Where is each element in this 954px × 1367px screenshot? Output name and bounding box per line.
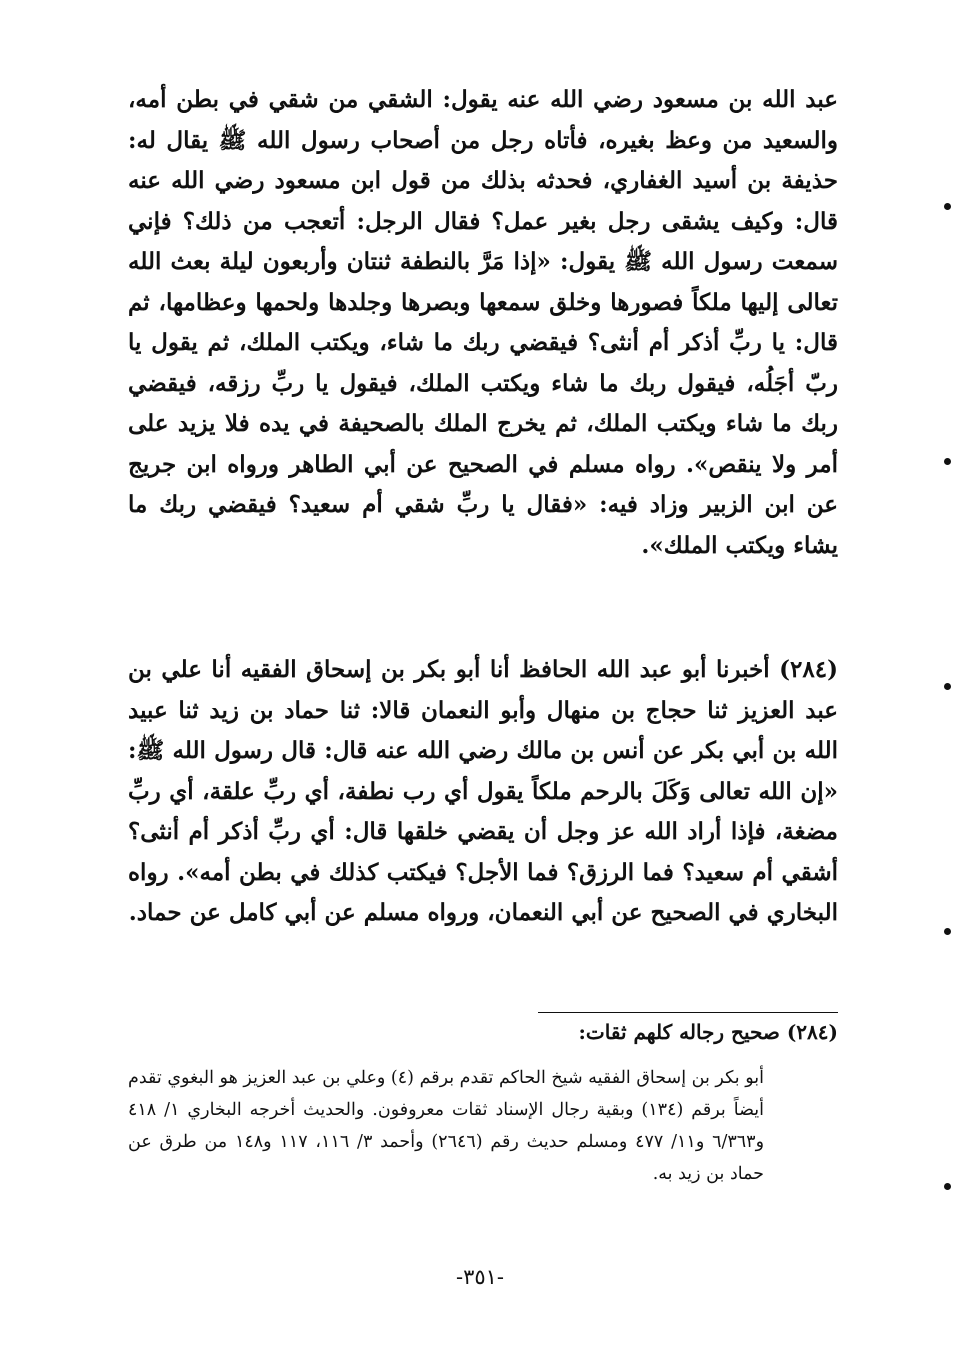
body-paragraph-continuation: عبد الله بن مسعود رضي الله عنه يقول: الشقي من شقي في بطن أمه، والسعيد من وعظ بغيره، فأتاه رجل من أصحاب رسول الله ﷺ يقال له: حذيفة بن أسيد الغفاري، فحدثه بذلك من قول ابن مسعود رضي الله عنه قال: وكيف يشقى رجل بغير عمل؟ فقال الرجل: أتعجب من ذلك؟ فإني سمعت رسول الله ﷺ يقول: «إذا مَرَّ بالنطفة ثنتان وأربعون ليلة بعث الله تعالى إليها ملكاً فصورها وخلق سمعها وبصرها وجلدها ولحمها وعظامها، ثم قال: يا ربِّ أذكر أم أنثى؟ فيقضي ربك ما شاء، ويكتب الملك، ثم يقول يا ربّ أجَلُه، فيقول ربك ما شاء ويكتب الملك، فيقول يا ربِّ رزقه، فيقضي ربك ما شاء ويكتب الملك، ثم يخرج الملك بالصحيفة في يده فلا يزيد على أمر ولا ينقص». رواه مسلم في الصحيح عن أبي الطاهر ورواه ابن جريج عن ابن الزبير وزاد فيه: «فقال يا ربِّ شقي أم سعيد؟ فيقضي ربك ما يشاء ويكتب الملك».	[128, 86, 838, 559]
footnote-text: أبو بكر بن إسحاق الفقيه شيخ الحاكم تقدم برقم (٤) وعلي بن عبد العزيز هو البغوي تقدم أيضاً برقم (١٣٤) وبقية رجال الإسناد ثقات معروفون. والحديث أخرجه البخاري ١/ ٤١٨ و٦/٣٦٣ و١١/ ٤٧٧ ومسلم حديث رقم (٢٦٤٦) وأحمد ٣/ ١١٦، ١١٧ و١٤٨ من طرق عن حماد بن زيد به.	[128, 1068, 765, 1184]
page-number: -٣٥١-	[455, 1265, 505, 1289]
body-paragraph-hadith-284: (٢٨٤) أخبرنا أبو عبد الله الحافظ أنا أبو بكر بن إسحاق الفقيه أنا علي بن عبد العزيز ثنا حجاج بن منهال وأبو النعمان قالا: ثنا حماد بن زيد ثنا عبيد الله بن أبي بكر عن أنس بن مالك رضي الله عنه قال: قال رسول الله ﷺ: «إن الله تعالى وَكَلَ بالرحم ملكاً يقول أي رب نطفة، أي ربِّ علقة، أي ربِّ مضغة، فإذا أراد الله عز وجل أن يقضي خلقها قال: أي ربِّ أذكر أم أنثى؟ أشقي أم سعيد؟ فما الرزق؟ فما الأجل؟ فيكتب كذلك في بطن أمه». رواه البخاري في الصحيح عن أبي النعمان، ورواه مسلم عن أبي كامل عن حماد.	[128, 656, 838, 926]
footnote-separator-rule	[538, 1012, 838, 1013]
margin-dot	[944, 928, 951, 935]
footnote-heading: (٢٨٤) صحيح رجاله كلهم ثقات:	[578, 1020, 838, 1044]
margin-dot	[944, 458, 951, 465]
margin-dot	[944, 683, 951, 690]
margin-dot	[944, 203, 951, 210]
margin-dot	[944, 1183, 951, 1190]
